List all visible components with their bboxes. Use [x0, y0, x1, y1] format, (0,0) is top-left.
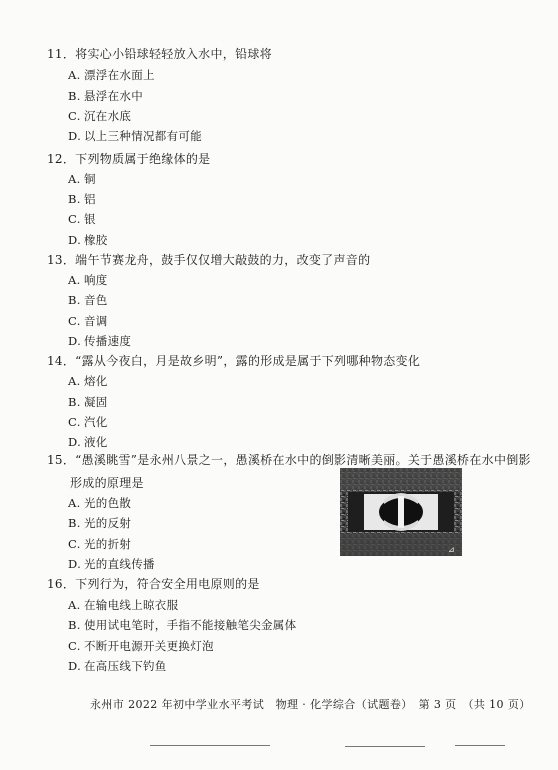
bridge-photo-graphic: [340, 468, 462, 556]
q15-option-d: D. 光的直线传播: [68, 557, 155, 571]
scan-artifact-line: [150, 745, 270, 746]
q15-option-b: B. 光的反射: [68, 516, 132, 530]
question-15-stem: 15．“愚溪眺雪”是永州八景之一，愚溪桥在水中的倒影清晰美丽。关于愚溪桥在水中倒影: [47, 453, 531, 467]
q13-option-d: D. 传播速度: [68, 334, 132, 348]
q12-option-c: C. 银: [68, 212, 96, 226]
q14-option-a: A. 熔化: [68, 374, 108, 388]
q16-option-a: A. 在输电线上晾衣服: [68, 598, 179, 612]
question-16-stem: 16．下列行为，符合安全用电原则的是: [47, 577, 260, 591]
q12-option-a: A. 铜: [68, 172, 96, 186]
q13-option-a: A. 响度: [68, 273, 108, 287]
q14-option-c: C. 汽化: [68, 415, 108, 429]
q15-option-a: A. 光的色散: [68, 496, 132, 510]
question-13-stem: 13．端午节赛龙舟，鼓手仅仅增大敲鼓的力，改变了声音的: [47, 253, 371, 267]
q11-option-a: A. 漂浮在水面上: [68, 68, 155, 82]
q12-option-b: B. 铝: [68, 192, 96, 206]
q16-option-d: D. 在高压线下钓鱼: [68, 659, 167, 673]
q14-option-d: D. 液化: [68, 435, 108, 449]
q15-option-c: C. 光的折射: [68, 537, 132, 551]
svg-text:⊿: ⊿: [448, 545, 455, 554]
scan-artifact-line: [455, 745, 505, 746]
q12-option-d: D. 橡胶: [68, 233, 108, 247]
q16-option-b: B. 使用试电笔时，手指不能接触笔尖金属体: [68, 618, 297, 632]
question-15-stem-line2: 形成的原理是: [70, 476, 144, 490]
q11-option-d: D. 以上三种情况都有可能: [68, 129, 202, 143]
q16-option-c: C. 不断开电源开关更换灯泡: [68, 639, 214, 653]
q11-option-b: B. 悬浮在水中: [68, 89, 143, 103]
question-12-stem: 12．下列物质属于绝缘体的是: [47, 152, 211, 166]
q13-option-c: C. 音调: [68, 314, 108, 328]
q14-option-b: B. 凝固: [68, 395, 108, 409]
question-11-stem: 11．将实心小铅球轻轻放入水中，铅球将: [47, 47, 272, 61]
question-14-stem: 14．“露从今夜白，月是故乡明”，露的形成是属于下列哪种物态变化: [47, 354, 421, 368]
q11-option-c: C. 沉在水底: [68, 109, 132, 123]
scan-artifact-line: [345, 746, 425, 747]
bridge-reflection-photo: [340, 468, 462, 556]
page-footer: 永州市 2022 年初中学业水平考试 物理 · 化学综合（试题卷） 第 3 页 （共 10 页）: [90, 698, 531, 711]
q13-option-b: B. 音色: [68, 293, 108, 307]
